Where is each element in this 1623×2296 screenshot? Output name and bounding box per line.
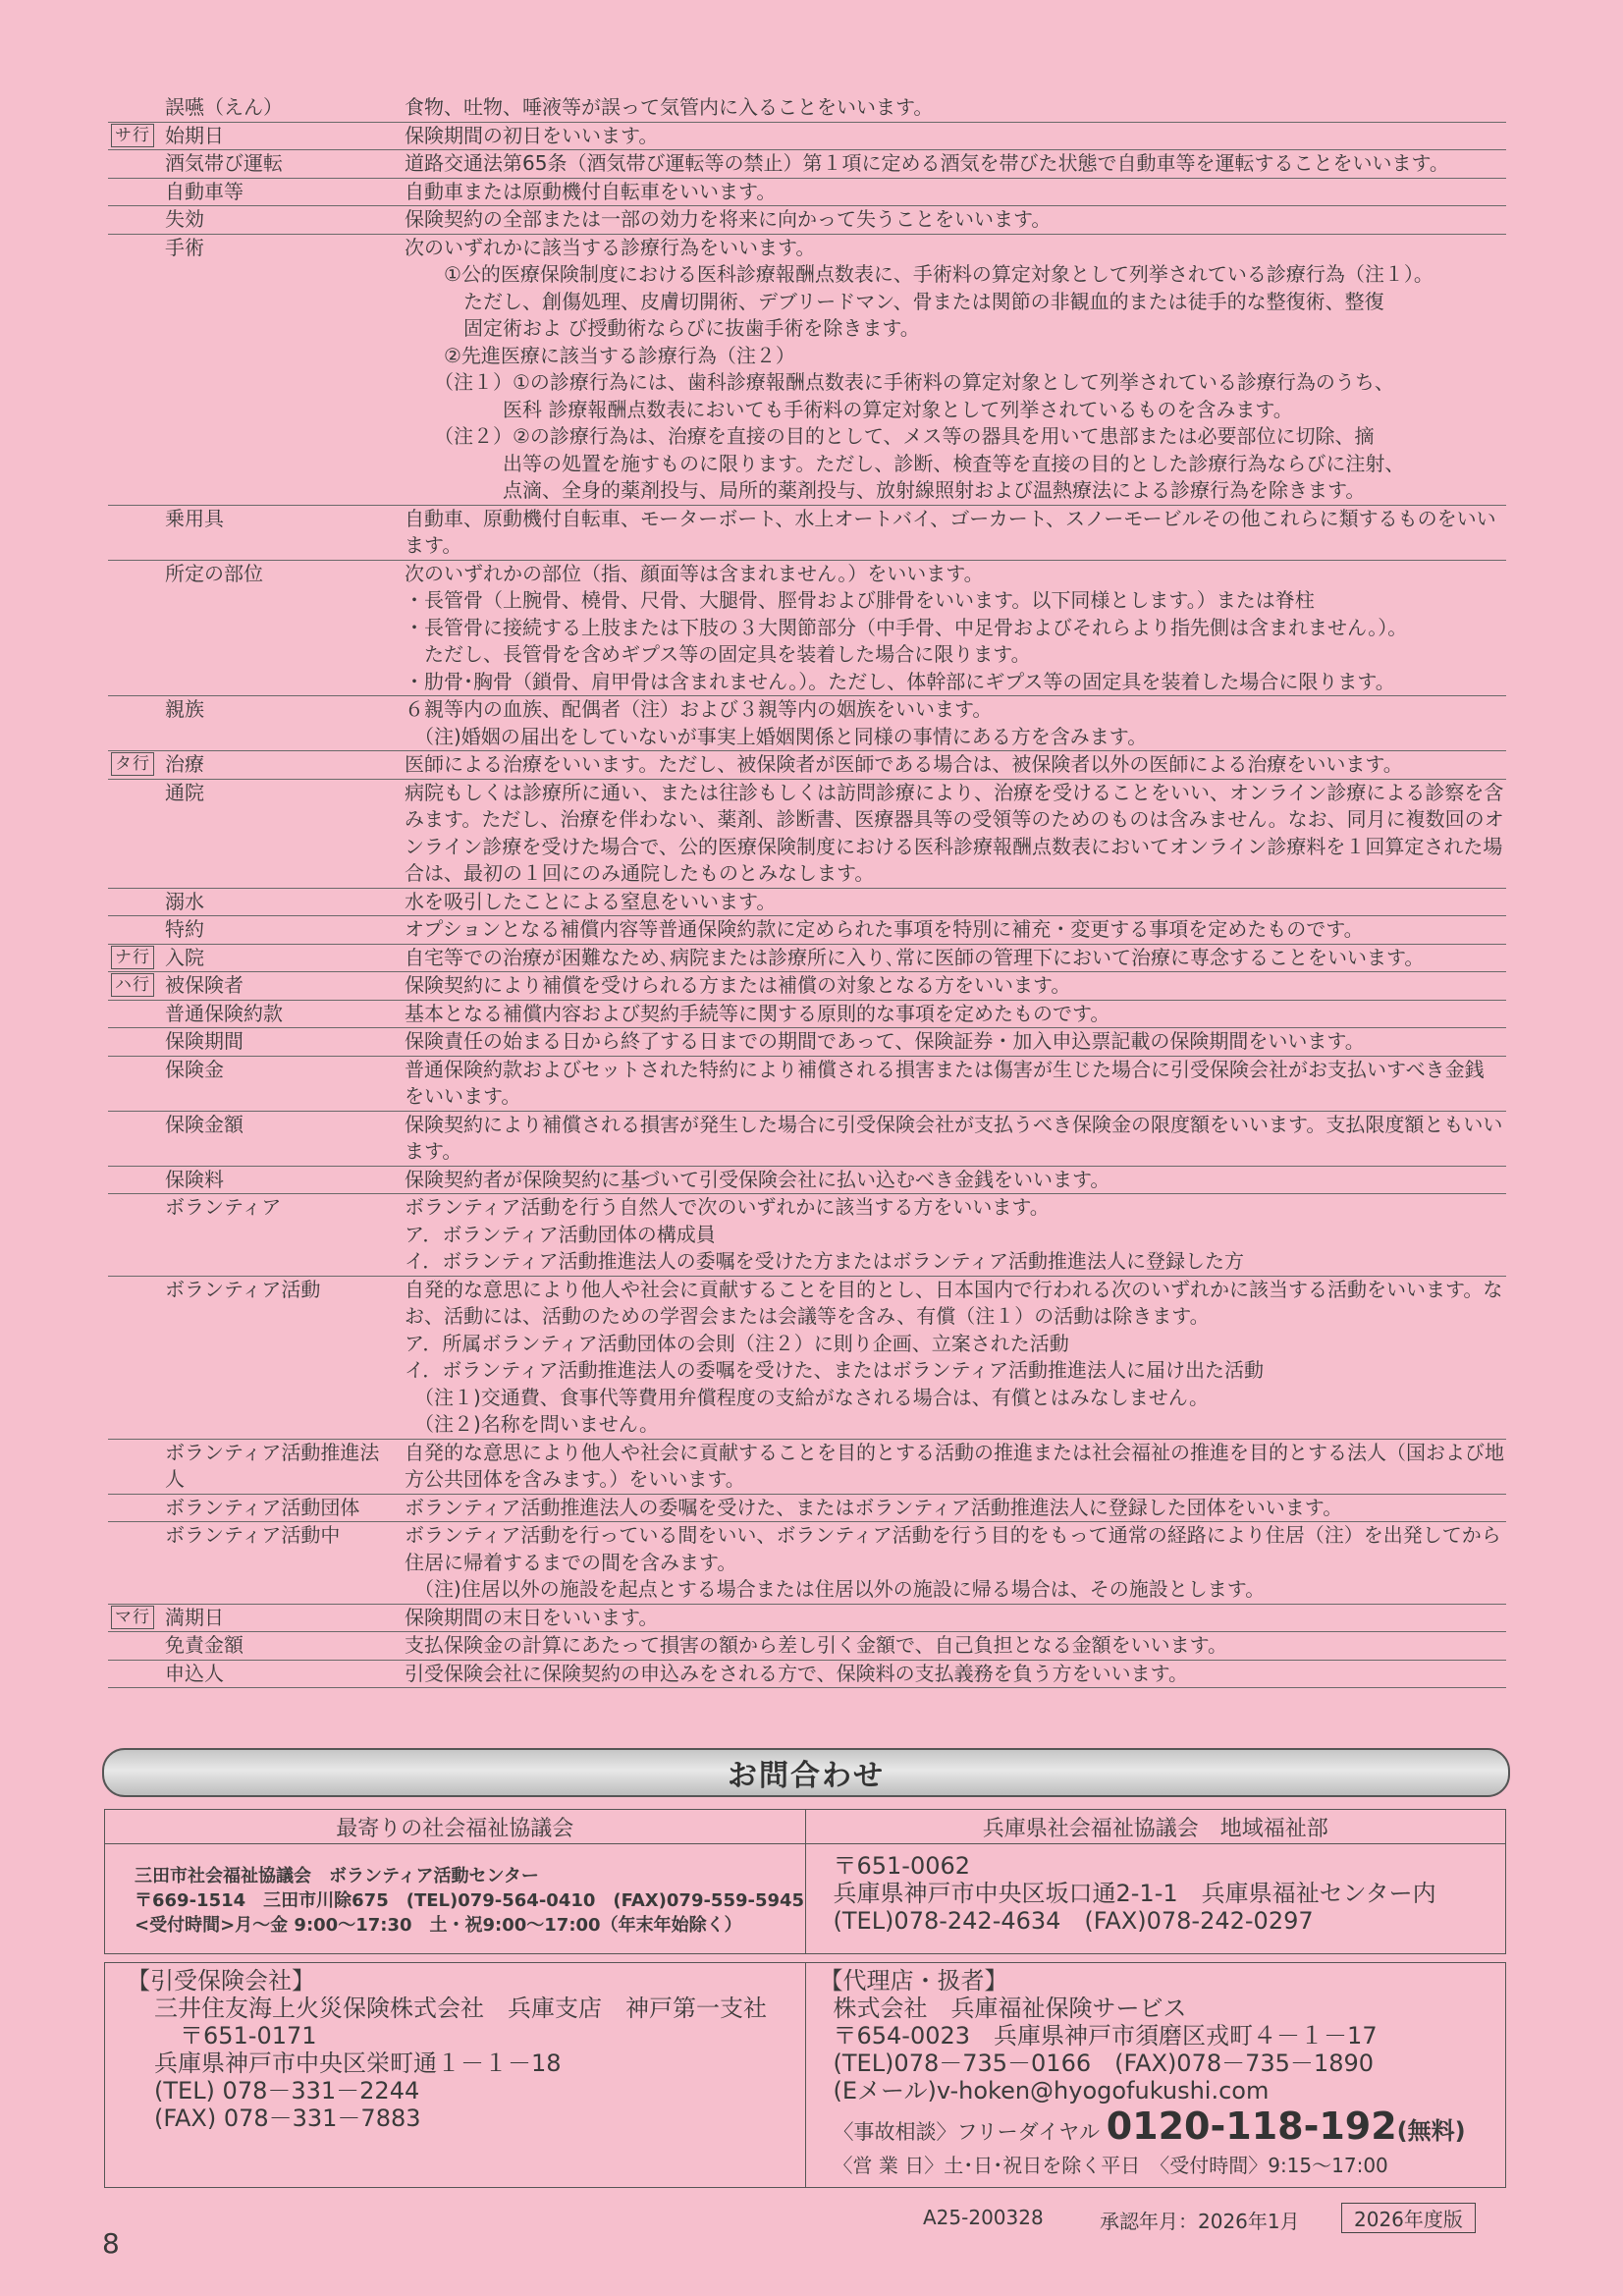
glossary-row (108, 945, 1506, 973)
glossary-row (108, 1522, 1506, 1605)
local-council-heading: 最寄りの社会福祉協議会 (105, 1810, 805, 1844)
insurer-box (105, 1963, 805, 2187)
glossary-group-cell (108, 945, 159, 972)
glossary-term: 保険金 (165, 1057, 224, 1081)
glossary-group-cell (108, 1522, 159, 1604)
agent-email: (Eメール)v-hoken@hyogofukushi.com (833, 2077, 1270, 2105)
glossary-row (108, 1277, 1506, 1440)
glossary-group-cell (108, 889, 159, 916)
glossary-group-label: ハ行 (111, 973, 154, 997)
glossary-definition: 引受保険会社に保険契約の申込みをされる方で、保険料の支払義務を負う方をいいます。 (405, 1661, 1188, 1685)
glossary-definition: 保険期間の初日をいいます。 (405, 123, 659, 147)
glossary-definition: 自発的な意思により他人や社会に貢献することを目的とする活動の推進または社会福祉の推進を目的とする法人（国および地 方公共団体を含みます。）をいいます。 (405, 1440, 1511, 1491)
glossary-term: 溺水 (165, 889, 204, 913)
glossary-row (108, 972, 1506, 1001)
glossary-term: 失効 (165, 207, 204, 231)
glossary-definition: 保険契約者が保険契約に基づいて引受保険会社に払い込むべき金銭をいいます。 (405, 1167, 1110, 1191)
glossary-group-cell (108, 94, 159, 122)
glossary-group-label: サ行 (111, 124, 154, 147)
glossary-term: 特約 (165, 917, 204, 941)
local-council-address: 〒669-1514 三田市川除675 (TEL)079-564-0410 (FAX)079-559-5945 (135, 1890, 805, 1911)
insurance-contacts (104, 1962, 1506, 2188)
glossary-row (108, 916, 1506, 945)
glossary-group-cell (108, 1495, 159, 1522)
glossary-group-cell (108, 1277, 159, 1439)
glossary-row (108, 1632, 1506, 1661)
approval-date: 承認年月：2026年1月 (1100, 2210, 1300, 2233)
glossary-group-label: タ行 (111, 752, 154, 776)
free-dial-number: 0120-118-192 (1106, 2105, 1397, 2148)
glossary-term: 誤嚥（えん） (165, 95, 283, 119)
agent-name: 株式会社 兵庫福祉保険サービス (833, 1995, 1187, 2022)
local-council-name: 三田市社会福祉協議会 ボランティア活動センター (135, 1866, 539, 1886)
agent-address: 〒654-0023 兵庫県神戸市須磨区戎町４－１－17 (833, 2022, 1378, 2050)
glossary-group-cell (108, 751, 159, 779)
glossary-row (108, 1001, 1506, 1029)
glossary-group-cell (108, 1605, 159, 1632)
glossary-term: 保険期間 (165, 1029, 243, 1053)
glossary-term: 酒気帯び運転 (165, 151, 283, 175)
glossary-group-cell (108, 561, 159, 696)
insurer-fax: (FAX) 078－331－7883 (154, 2105, 421, 2132)
glossary-row (108, 506, 1506, 561)
glossary-group-cell (108, 1632, 159, 1660)
contact-table (104, 1809, 1506, 1954)
glossary-definition: 自動車または原動機付自転車をいいます。 (405, 179, 777, 203)
glossary-table (108, 94, 1511, 1688)
agent-tel: (TEL)078－735－0166 (FAX)078－735－1890 (833, 2050, 1374, 2077)
glossary-term: 親族 (165, 697, 204, 721)
glossary-row (108, 1605, 1506, 1633)
glossary-term: 自動車等 (165, 179, 243, 203)
glossary-group-label: ナ行 (111, 946, 154, 969)
glossary-group-cell (108, 780, 159, 888)
glossary-term: ボランティア活動推進法人 (165, 1440, 380, 1491)
glossary-row (108, 1028, 1506, 1057)
glossary-definition: 普通保険約款およびセットされた特約により補償される損害または傷害が生じた場合に引受保険会社がお支払いすべき金銭 をいいます。 (405, 1057, 1490, 1108)
glossary-group-cell (108, 506, 159, 560)
glossary-group-cell (108, 1167, 159, 1194)
edition-badge: 2026年度版 (1341, 2203, 1476, 2233)
prefecture-council-tel: (TEL)078-242-4634 (FAX)078-242-0297 (833, 1907, 1314, 1935)
glossary-group-cell (108, 235, 159, 505)
agent-box (805, 1963, 1506, 2187)
glossary-term: 満期日 (165, 1605, 224, 1629)
local-council-box (105, 1810, 805, 1953)
glossary-row (108, 696, 1506, 751)
glossary-group-cell (108, 696, 159, 750)
glossary-group-cell (108, 972, 159, 1000)
glossary-term: 保険金額 (165, 1112, 243, 1136)
glossary-group-cell (108, 1112, 159, 1166)
glossary-row (108, 1661, 1506, 1689)
glossary-term: 乗用具 (165, 506, 224, 530)
insurer-zip: 〒651-0171 (180, 2022, 317, 2050)
glossary-row (108, 1440, 1511, 1495)
glossary-definition: 自発的な意思により他人や社会に貢献することを目的とし、日本国内で行われる次のいずれかに該当する活動をいいます。なお、活動には、活動のための学習会または会議等を含み、有償（注１）の活動は除きます。 ア．所属ボランティア活動団体の会則（注２）に則り企画、立案された活動 イ．ボランティア活動推進法人の委嘱を受けた、またはボランティア活動推進法人に届け出た活動 （注１)交通費、食事代等費用弁償程度の支給がなされる場合は、有償とはみなしません。 （注２)名称を問いません。 (405, 1277, 1503, 1436)
contact-title: お問合わせ (102, 1748, 1510, 1797)
prefecture-council-heading: 兵庫県社会福祉協議会 地域福祉部 (806, 1810, 1506, 1844)
glossary-row (108, 1194, 1506, 1277)
agent-label: 【代理店・扱者】 (819, 1967, 1008, 1995)
insurer-label: 【引受保険会社】 (127, 1967, 315, 1995)
glossary-term: ボランティア (165, 1195, 282, 1219)
glossary-term: 治療 (165, 752, 204, 776)
glossary-definition: 支払保険金の計算にあたって損害の額から差し引く金額で、自己負担となる金額をいいます。 (405, 1633, 1227, 1657)
glossary-term: ボランティア活動 (165, 1277, 321, 1301)
glossary-group-cell (108, 1028, 159, 1056)
glossary-row (108, 780, 1506, 889)
glossary-row (108, 751, 1506, 780)
glossary-row (108, 235, 1506, 506)
glossary-group-cell (108, 1661, 159, 1688)
glossary-term: 手術 (165, 235, 204, 259)
local-council-hours: <受付時間>月～金 9:00～17:30 土・祝9:00～17:00（年末年始除く） (135, 1915, 742, 1936)
glossary-term: 被保険者 (165, 973, 243, 997)
glossary-term: ボランティア活動中 (165, 1523, 341, 1547)
glossary-term: 始期日 (165, 123, 224, 147)
glossary-row (108, 206, 1506, 235)
glossary-term: 普通保険約款 (165, 1001, 283, 1025)
glossary-group-cell (108, 1194, 159, 1276)
free-dial-note: (無料) (1396, 2117, 1466, 2145)
glossary-row (108, 1495, 1506, 1523)
glossary-term: 保険料 (165, 1167, 224, 1191)
glossary-row (108, 561, 1506, 697)
glossary-group-cell (108, 179, 159, 206)
glossary-definition: 次のいずれかの部位（指、顔面等は含まれません。）をいいます。 ・長管骨（上腕骨、橈骨、尺骨、大腿骨、脛骨および腓骨をいいます。以下同様とします。）または脊柱 ・長管骨に接続する上肢または下肢の３大関節部分（中手骨、中足骨およびそれらより指先側は含まれません。）。 ただし、長管骨を含めギプス等の固定具を装着した場合に限ります。 ・肋骨･胸骨（鎖骨、肩甲骨は含まれません。）。ただし、体幹部にギプス等の固定具を装着した場合に限ります。 (405, 561, 1408, 693)
glossary-term: ボランティア活動団体 (165, 1495, 360, 1519)
glossary-row (108, 123, 1506, 151)
glossary-term: 所定の部位 (165, 561, 263, 585)
glossary-definition: 保険責任の始まる日から終了する日までの期間であって、保険証券・加入申込票記載の保険期間をいいます。 (405, 1029, 1365, 1053)
glossary-definition: 医師による治療をいいます。ただし、被保険者が医師である場合は、被保険者以外の医師による治療をいいます。 (405, 752, 1403, 776)
glossary-definition: 病院もしくは診療所に通い、または往診もしくは訪問診療により、治療を受けることをいい、オンライン診療による診察を含みます。ただし、治療を伴わない、薬剤、診断書、医療器具等の受領等のためのものは含みません。なお、同月に複数回のオンライン診療を受けた場合で、公的医療保険制度における医科診療報酬点数表においてオンライン診療料を１回算定された場合は、最初の１回にのみ通院したものとみなします。 (405, 780, 1504, 885)
insurer-address: 兵庫県神戸市中央区栄町通１－１－18 (154, 2050, 562, 2077)
glossary-definition: 保険契約により補償を受けられる方または補償の対象となる方をいいます。 (405, 973, 1071, 997)
glossary-row (108, 1112, 1509, 1167)
glossary-group-cell (108, 123, 159, 150)
glossary-term: 通院 (165, 780, 204, 804)
glossary-group-cell (108, 206, 159, 234)
glossary-definition: 自動車、原動機付自転車、モーターボート、水上オートバイ、ゴーカート、スノーモービルその他これらに類するものをいい ます。 (405, 506, 1502, 557)
glossary-row (108, 94, 1506, 123)
glossary-row (108, 1057, 1506, 1112)
glossary-row (108, 889, 1506, 917)
prefecture-council-zip: 〒651-0062 (833, 1852, 971, 1880)
insurer-name: 三井住友海上火災保険株式会社 兵庫支店 神戸第一支社 (154, 1995, 767, 2022)
glossary-term: 免責金額 (165, 1633, 243, 1657)
glossary-term: 入院 (165, 945, 204, 969)
accident-consult-line (834, 2105, 1506, 2154)
glossary-group-cell (108, 1001, 159, 1028)
glossary-definition: 基本となる補償内容および契約手続等に関する原則的な事項を定めたものです。 (405, 1001, 1110, 1025)
glossary-row (108, 179, 1506, 207)
glossary-definition: 道路交通法第65条（酒気帯び運転等の禁止）第１項に定める酒気を帯びた状態で自動車等を運転することをいいます。 (405, 151, 1449, 175)
glossary-definition: 保険契約により補償される損害が発生した場合に引受保険会社が支払うべき保険金の限度額をいいます。支払限度額ともいい ます。 (405, 1112, 1509, 1163)
glossary-definition: 保険契約の全部または一部の効力を将来に向かって失うことをいいます。 (405, 207, 1052, 231)
insurer-tel: (TEL) 078－331－2244 (154, 2077, 420, 2105)
agent-business-hours: 〈営 業 日〉土･日･祝日を除く平日 〈受付時間〉9:15～17:00 (833, 2154, 1388, 2177)
glossary-definition: ６親等内の血族、配偶者（注）および３親等内の姻族をいいます。 （注)婚姻の届出をしていないが事実上婚姻関係と同様の事情にある方を含みます。 (405, 697, 1148, 748)
glossary-definition: ボランティア活動推進法人の委嘱を受けた、またはボランティア活動推進法人に登録した団体をいいます。 (405, 1495, 1343, 1519)
glossary-group-cell (108, 150, 159, 178)
glossary-definition: ボランティア活動を行う自然人で次のいずれかに該当する方をいいます。 ア．ボランティア活動団体の構成員 イ．ボランティア活動推進法人の委嘱を受けた方またはボランティア活動推進法人に登録した方 (405, 1195, 1244, 1273)
glossary-row (108, 150, 1506, 179)
glossary-definition: 保険期間の末日をいいます。 (405, 1605, 659, 1629)
glossary-row (108, 1167, 1506, 1195)
glossary-group-cell (108, 1440, 159, 1494)
glossary-definition: 自宅等での治療が困難なため､病院または診療所に入り､常に医師の管理下において治療に専念することをいいます。 (405, 945, 1425, 969)
prefecture-council-box (805, 1810, 1506, 1953)
document-code: A25-200328 (923, 2206, 1044, 2229)
glossary-definition: 食物、吐物、唾液等が誤って気管内に入ることをいいます。 (405, 95, 934, 119)
glossary-group-cell (108, 1057, 159, 1111)
prefecture-council-address: 兵庫県神戸市中央区坂口通2-1-1 兵庫県福祉センター内 (833, 1880, 1436, 1907)
accident-consult-label: 〈事故相談〉フリーダイヤル (833, 2120, 1101, 2144)
page-number: 8 (102, 2227, 120, 2260)
glossary-definition: 水を吸引したことによる窒息をいいます。 (405, 889, 777, 913)
glossary-term: 申込人 (165, 1661, 224, 1685)
glossary-definition: オプションとなる補償内容等普通保険約款に定められた事項を特別に補充・変更する事項を定めたものです。 (405, 917, 1364, 941)
glossary-definition: ボランティア活動を行っている間をいい、ボランティア活動を行う目的をもって通常の経路により住居（注）を出発してから住居に帰着するまでの間を含みます。 （注)住居以外の施設を起点とする場合または住居以外の施設に帰る場合は、その施設とします。 (405, 1523, 1501, 1601)
glossary-group-label: マ行 (111, 1606, 154, 1629)
glossary-definition: 次のいずれかに該当する診療行為をいいます。 ①公的医療保険制度における医科診療報酬点数表に、手術料の算定対象として列挙されている診療行為（注１）。 ただし、創傷処理、皮膚切開術、デブリードマン、骨または関節の非観血的または徒手的な整復術、整復 固定術およ び授動術ならびに抜歯手術を除きます。 ②先進医療に該当する診療行為（注２） （注１）①の診療行為には、歯科診療報酬点数表に手術料の算定対象として列挙されている診療行為のうち、 医科 診療報酬点数表においても手術料の算定対象として列挙されているものを含みます。 （注２）②の診療行為は、治療を直接の目的として、メス等の器具を用いて患部または必要部位に切除、摘 出等の処置を施すものに限ります。ただし、診断、検査等を直接の目的とした診療行為ならびに注射、 点滴、全身的薬剤投与、局所的薬剤投与、放射線照射および温熱療法による診療行為を除きます。 (405, 235, 1434, 502)
glossary-group-cell (108, 916, 159, 944)
